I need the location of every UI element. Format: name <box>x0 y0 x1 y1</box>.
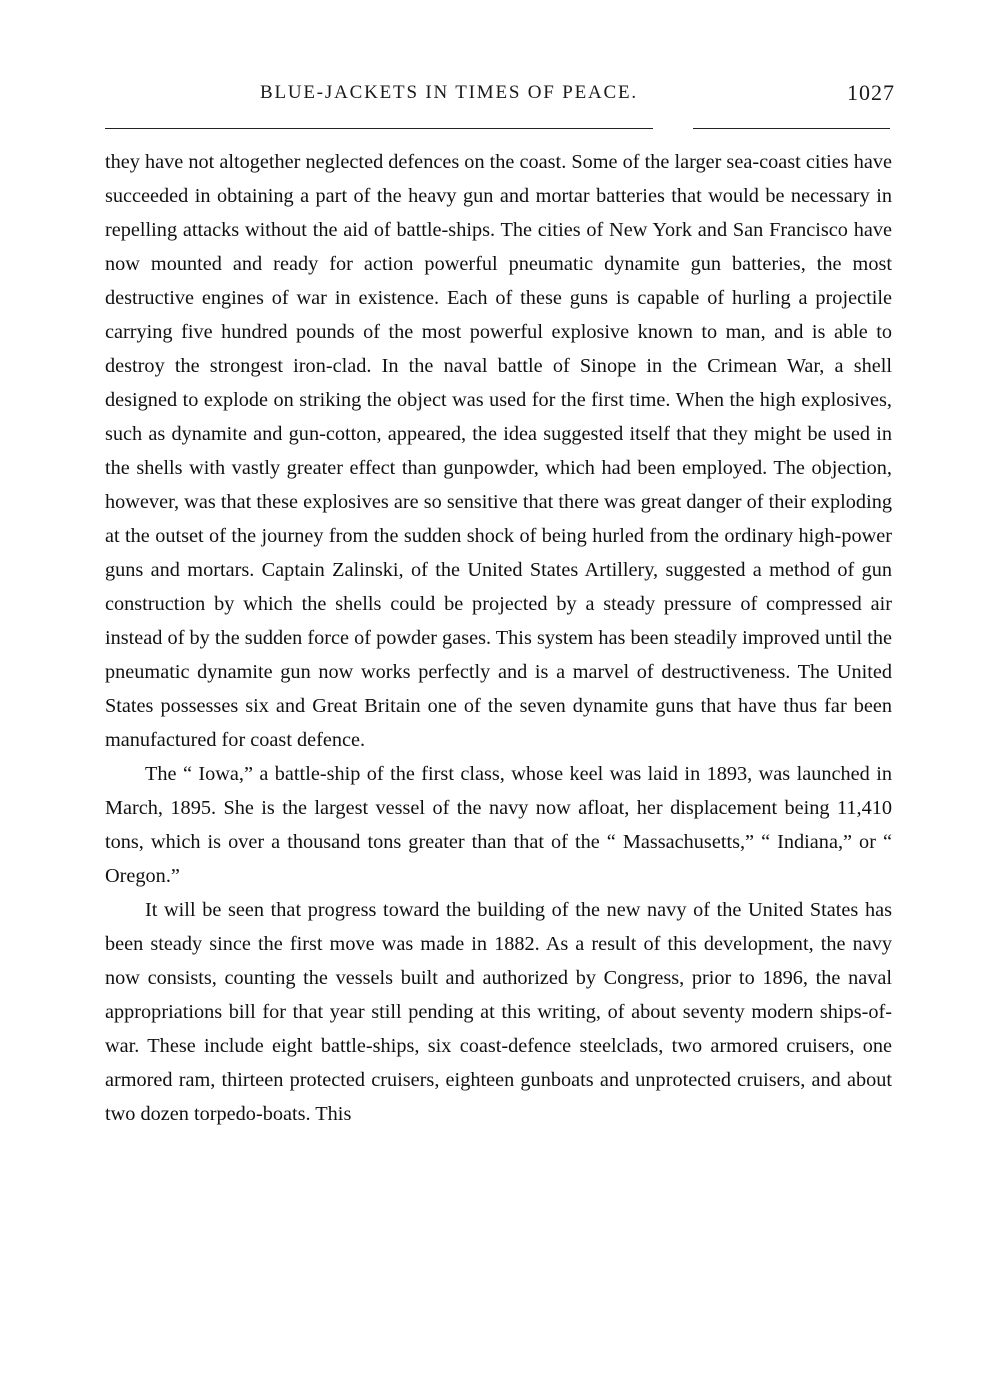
header-rule <box>105 128 890 129</box>
page-number: 1027 <box>847 80 895 105</box>
paragraph-iowa: The “ Iowa,” a battle-ship of the first class, whose keel was laid in 1893, was launched in March, 1895. She is the largest vessel of the navy now afloat, her displacement being 11,410 tons, which is over a thousand tons greater than that of the “ Massachusetts,” “ Indiana,” or “ Oregon.” <box>105 763 892 887</box>
running-title: BLUE-JACKETS IN TIMES OF PEACE. <box>260 82 638 103</box>
paragraph-coast-defences: they have not altogether neglected defences on the coast. Some of the larger sea-coast cities have succeeded in obtaining a part of the heavy gun and mortar batteries that would be necessary in repelling attacks without the aid of battle-ships. The cities of New York and San Francisco have now mounted and ready for action powerful pneumatic dynamite gun batteries, the most destructive engines of war in existence. Each of these guns is capable of hurling a projectile carrying five hundred pounds of the most powerful explosive known to man, and is able to destroy the strongest iron-clad. In the naval battle of Sinope in the Crimean War, a shell designed to explode on striking the object was used for the first time. When the high explosives, such as dynamite and gun-cotton, appeared, the idea suggested itself that they might be used in the shells with vastly greater effect than gunpowder, which had been employed. The objection, however, was that these explosives are so sensitive that there was great danger of their exploding at the outset of the journey from the sudden shock of being hurled from the ordinary high-power guns and mortars. Captain Zalinski, of the United States Artillery, suggested a method of gun construction by which the shells could be projected by a steady pressure of compressed air instead of by the sudden force of powder gases. This system has been steadily improved until the pneumatic dynamite gun now works perfectly and is a marvel of destructiveness. The United States possesses six and Great Britain one of the seven dynamite guns that have thus far been manufactured for coast defence. <box>105 151 892 751</box>
body-text <box>105 145 892 1131</box>
header-rule-gap <box>653 126 693 131</box>
paragraph-navy-progress: It will be seen that progress toward the building of the new navy of the United States has been steady since the first move was made in 1882. As a result of this development, the navy now consists, counting the vessels built and authorized by Congress, prior to 1896, the naval appropriations bill for that year still pending at this writing, of about seventy modern ships-of-war. These include eight battle-ships, six coast-defence steelclads, two armored cruisers, one armored ram, thirteen protected cruisers, eighteen gunboats and unprotected cruisers, and about two dozen torpedo-boats. This <box>105 899 892 1125</box>
running-head <box>105 82 895 112</box>
